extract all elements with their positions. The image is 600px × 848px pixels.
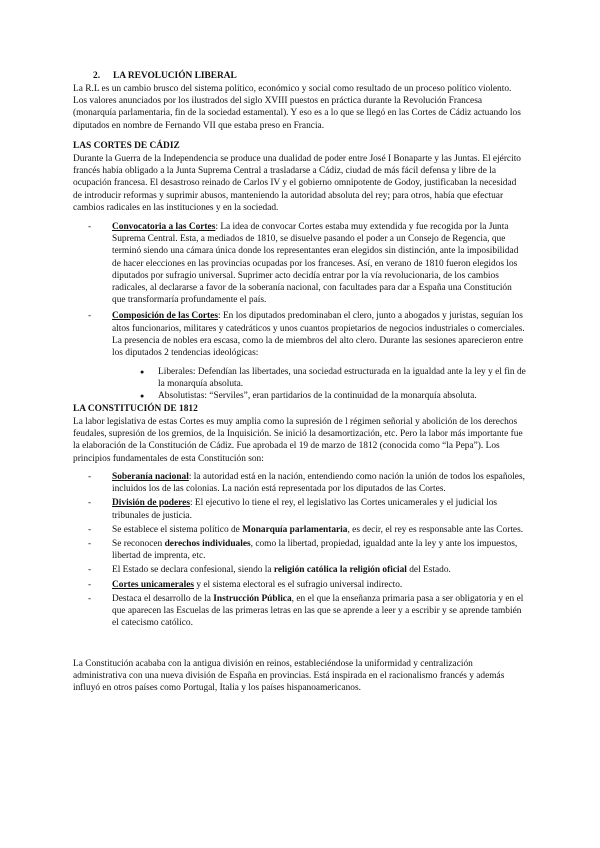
cortes-heading: LAS CORTES DE CÁDIZ: [73, 141, 180, 151]
item-text: : En los diputados predominaban el clero, junto a abogados y juristas, seguían los altos funcionarios, militares y catedráticos y unos cuantos propietarios de negocios industriales o comerciales. La presencia de nobles era escasa, como la de miembros del alto clero. Durante las sesiones aparecieron entre los diputados 2 tendencias ideológicas:: [112, 311, 525, 359]
item-text: : La idea de convocar Cortes estaba muy extendida y fue recogida por la Junta Suprema Central. Esta, a mediados de 1810, se disuelve pasando el poder a un Consejo de Regencia, que terminó siendo una cámara única donde los representantes eran elegidos sin distinción, ante la imposibilidad de hacer elecciones en las provincias ocupadas por los franceses. Así, en verano de 1810 fueron elegidos los diputados por sufragio universal. Suprimer acto decidía entrar por la vía revolucionaria, de los cambios radicales, al declararse a favor de la soberanía nacional, con facultades para dar a España una Constitución que transformaría profundamente el país.: [112, 222, 519, 306]
section-number: 2.: [93, 71, 101, 81]
section-heading: [93, 70, 547, 82]
principio-term: religión católica la religión oficial: [273, 565, 407, 576]
principio-term: Cortes unicamerales: [112, 579, 195, 590]
list-item: - Soberanía nacional: la autoridad está en la nación, entendiendo como nación la unión de todos los españoles, incluidos los de las colonias. La nación está representada por los diputados de las Cortes.: [88, 471, 527, 495]
cortes-list: [73, 221, 527, 359]
closing-paragraph: La Constitución acababa con la antigua división en reinos, estableciéndose la uniformidad y centralización administrativa con una nueva división de España en provincias. Está inspirada en el racionalismo francés y además influyó en otros países como Portugal, Italia y los países hispanoamericanos.: [73, 659, 505, 694]
list-item: - Se establece el sistema político de Monarquía parlamentaria, es decir, el rey es responsable ante las Cortes.: [88, 524, 527, 536]
section-title: LA REVOLUCIÓN LIBERAL: [113, 71, 237, 81]
list-item: - El Estado se declara confesional, siendo la religión católica la religión oficial del Estado.: [88, 564, 527, 576]
item-term: Composición de las Cortes: [112, 311, 218, 322]
list-item: - Cortes unicamerales y el sistema electoral es el sufragio universal indirecto.: [88, 579, 527, 591]
constitucion-intro-paragraph: La labor legislativa de estas Cortes es muy amplia como la supresión de l régimen señorial y abolición de los derechos feudales, supresión de los gremios, de la Inquisición. Se inició la desamortización, etc. Pero la labor más importante fue la elaboración de la Constitución de Cádiz. Fue aprobada el 19 de marzo de 1812 (conocida como “la Pepa”). Los principios fundamentales de esta Constitución son:: [73, 417, 523, 464]
principio-term: derechos individuales: [164, 539, 251, 550]
cortes-intro-paragraph: Durante la Guerra de la Independencia se produce una dualidad de poder entre José I Bonaparte y las Juntas. El ejército francés había obligado a la Junta Suprema Central a trasladarse a Cádiz, ciudad de más fácil defensa y libre de la ocupación francesa. El desastroso reinado de Carlos IV y el gobierno omnipotente de Godoy, justificaban la necesidad de introducir reformas y suprimir abusos, manteniendo la autoridad absoluta del rey; para otros, había que efectuar cambios radicales en las instituciones y en la sociedad.: [73, 154, 521, 213]
list-item: - Destaca el desarrollo de la Instrucción Pública, en el que la enseñanza primaria pasa a ser obligatoria y en el que aparecen las Escuelas de las primeras letras en las que se aprende a leer y a escribir y se aprende también el catecismo católico.: [88, 593, 527, 630]
list-item: ● Absolutistas: “Serviles”, eran partidarios de la continuidad de la monarquía absoluta.: [140, 390, 527, 402]
principio-term: Soberanía nacional: [112, 472, 189, 482]
list-item: ● Liberales: Defendían las libertades, una sociedad estructurada en la igualdad ante la ley y el fin de la monarquía absoluta.: [140, 366, 527, 390]
principio-term: Monarquía parlamentaria: [242, 524, 348, 535]
tendencias-list: [0, 366, 527, 403]
list-item: [88, 221, 527, 306]
principios-list: [73, 471, 527, 629]
list-item: [88, 310, 527, 359]
list-item: - División de poderes: El ejecutivo lo tiene el rey, el legislativo las Cortes unicamerales y el judicial los tribunales de justicia.: [88, 497, 527, 521]
principio-term: División de poderes: [112, 498, 190, 509]
list-item: - Se reconocen derechos individuales, como la libertad, propiedad, igualdad ante la ley y ante los impuestos, libertad de imprenta, etc.: [88, 538, 527, 562]
item-term: Convocatoria a las Cortes: [112, 222, 216, 232]
section-intro-paragraph: La R.L es un cambio brusco del sistema político, económico y social como resultado de un proceso político violento. Los valores anunciados por los ilustrados del siglo XVIII puestos en práctica durante la Revolución Francesa (monarquía parlamentaria, fin de la sociedad estamental). Y eso es a lo que se llegó en las Cortes de Cádiz actuando los diputados en nombre de Fernando VII que estaba preso en Francia.: [73, 84, 521, 131]
constitucion-heading: LA CONSTITUCIÓN DE 1812: [73, 404, 198, 414]
principio-term: Instrucción Pública: [213, 593, 292, 604]
